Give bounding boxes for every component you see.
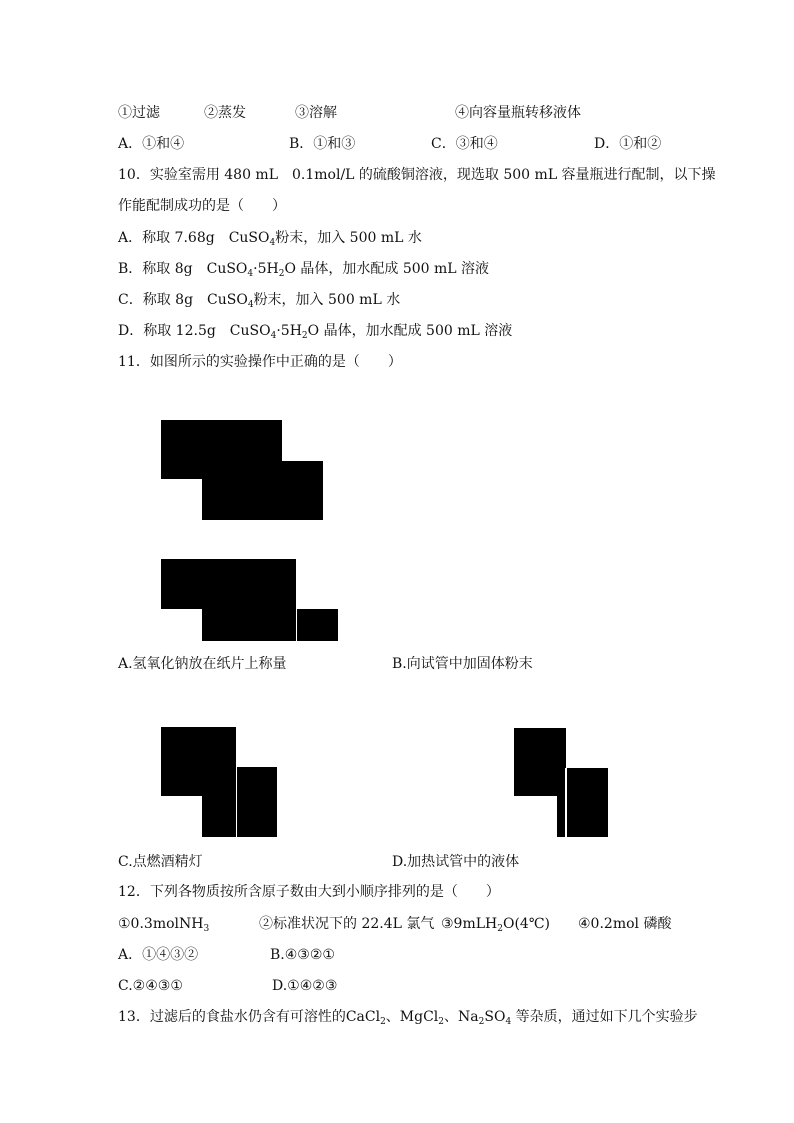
q9-option-b: B．①和③ xyxy=(289,136,356,152)
figure-c-caption: C.点燃酒精灯 xyxy=(118,854,203,870)
q12-item-3: ③9mLH$_2$O(4℃) xyxy=(441,916,550,934)
q9-item-4: ④向容量瓶转移液体 xyxy=(455,105,581,121)
q12-stem: 12．下列各物质按所含原子数由大到小顺序排列的是（ ） xyxy=(118,884,500,900)
q13-stem: 13．过滤后的食盐水仍含有可溶性的CaCl$_2$、MgCl$_2$、$Na_2SO_4$ 等杂质，通过如下几个实验步 xyxy=(118,1009,698,1027)
q12-option-b: B.④③②① xyxy=(270,947,335,963)
q10-option-a: A．称取 7.68g CuSO$_4$粉末，加入 500 mL 水 xyxy=(118,230,422,248)
figure-b-caption: B.向试管中加固体粉末 xyxy=(392,656,533,672)
q9-item-3: ③溶解 xyxy=(295,105,337,121)
q12-item-1: ①0.3molNH$_3$ xyxy=(118,916,210,934)
q12-item-2: ②标准状况下的 22.4L 氯气 xyxy=(259,916,435,932)
q10-option-d: D．称取 12.5g $CuSO_4\cdot 5H_2O$ 晶体，加水配成 500 mL 溶液 xyxy=(118,323,513,341)
q10-stem-line-1: 10．实验室需用 480 mL 0.1mol/L 的硫酸铜溶液，现选取 500 mL 容量瓶进行配制，以下操 xyxy=(118,167,716,183)
q9-option-c: C．③和④ xyxy=(431,136,498,152)
q12-option-a: A．①④③② xyxy=(118,947,199,963)
q10-option-b: B．称取 8g $CuSO_4\cdot 5H_2O$ 晶体，加水配成 500 mL 溶液 xyxy=(118,261,490,279)
q9-option-a: A．①和④ xyxy=(118,136,185,152)
q12-option-d: D.①④②③ xyxy=(272,978,338,994)
q9-item-1: ①过滤 xyxy=(118,105,160,121)
q11-stem: 11．如图所示的实验操作中正确的是（ ） xyxy=(118,354,402,370)
figure-d-caption: D.加热试管中的液体 xyxy=(392,854,520,870)
q10-option-c: C．称取 8g CuSO$_4$粉末，加入 500 mL 水 xyxy=(118,292,401,310)
q9-option-d: D．①和② xyxy=(594,136,662,152)
figure-a-caption: A.氢氧化钠放在纸片上称量 xyxy=(118,656,287,672)
q10-stem-line-2: 作能配制成功的是（ ） xyxy=(118,198,286,214)
q9-item-2: ②蒸发 xyxy=(204,105,246,121)
q12-item-4: ④0.2mol 磷酸 xyxy=(578,916,672,932)
q12-option-c: C.②④③① xyxy=(118,978,183,994)
